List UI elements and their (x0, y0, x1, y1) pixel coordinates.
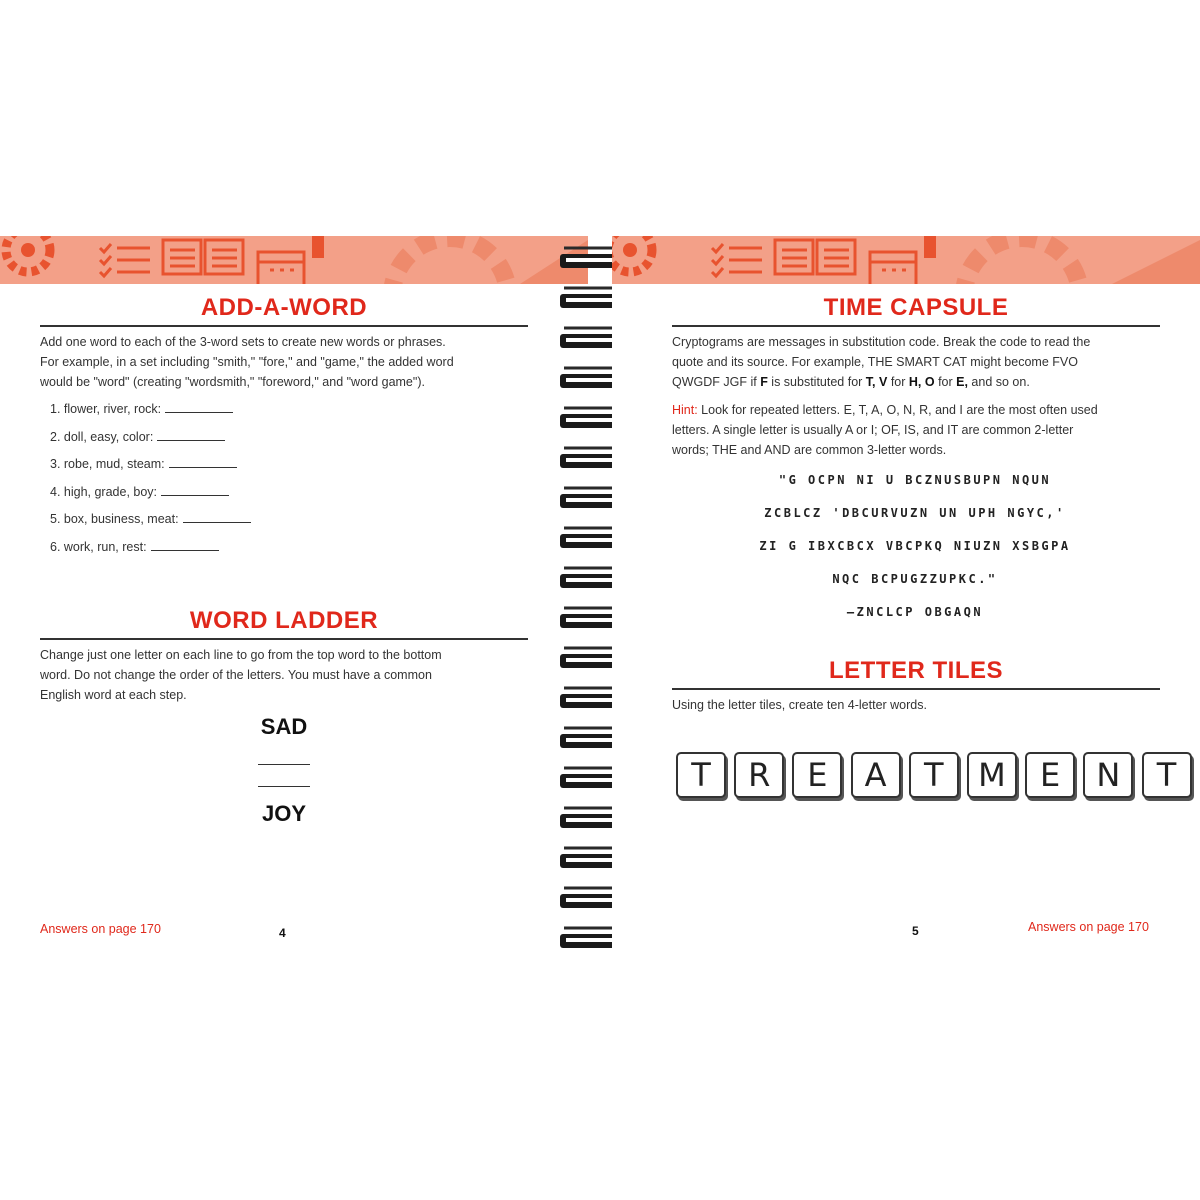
letter-tiles-row (676, 752, 1200, 798)
ladder-bottom-word: JOY (261, 801, 307, 826)
letter-tiles-instructions: Using the letter tiles, create ten 4-letter words. (672, 698, 927, 712)
text-span: for (934, 375, 957, 389)
add-a-word-list (50, 396, 251, 561)
instruction-line: letters. A single letter is usually A or I; OF, IS, and IT are common 2-letter (672, 423, 1074, 437)
letter-tiles-title: LETTER TILES (829, 657, 1003, 684)
instruction-line: would be "word" (creating "wordsmith," "foreword," and "word game"). (40, 375, 425, 389)
letter-tile: T (1142, 752, 1192, 798)
section-divider (672, 325, 1160, 327)
text-span: and so on. (967, 375, 1030, 389)
banner-decoration (0, 236, 588, 284)
letter-tile: R (734, 752, 784, 798)
instruction-line: English word at each step. (40, 688, 187, 702)
list-item (50, 396, 251, 424)
bold-letter: F (760, 375, 768, 389)
bold-letter: E, (956, 375, 968, 389)
text-span: QWGDF JGF if (672, 375, 761, 389)
instruction-line: For example, in a set including "smith," "fore," and "game," the added word (40, 355, 454, 369)
item-text: 5. box, business, meat: (50, 512, 179, 526)
letter-tile: T (676, 752, 726, 798)
banner-decoration (612, 236, 1200, 284)
cipher-line: ZI G IBXCBCX VBCPKQ NIUZN XSBGPA (759, 539, 1071, 553)
cipher-source-line: —ZNCLCP OBGAQN (846, 605, 984, 619)
page-number: 5 (912, 924, 919, 938)
ladder-blank (258, 764, 310, 765)
cipher-line: NQC BCPUGZZUPKC." (832, 572, 998, 586)
word-ladder-instructions (40, 645, 540, 705)
instruction-line (672, 400, 1192, 420)
item-text: 2. doll, easy, color: (50, 429, 154, 444)
text-span: is substituted for (767, 375, 866, 389)
instruction-line: quote and its source. For example, THE SMART CAT might become FVO (672, 355, 1078, 369)
letter-tile: M (967, 752, 1017, 798)
bold-letter: T, V (865, 375, 888, 389)
answer-blank (157, 428, 225, 441)
section-divider (40, 638, 528, 640)
bold-letter: H, O (908, 375, 935, 389)
add-a-word-title: ADD-A-WORD (200, 294, 368, 321)
text-span: for (887, 375, 909, 389)
answer-blank (165, 400, 233, 413)
letter-tile: N (1083, 752, 1133, 798)
text-span: Look for repeated letters. E, T, A, O, N, R, and I are the most often used (697, 403, 1098, 417)
cipher-line: ZCBLCZ 'DBCURVUZN UN UPH NGYC,' (764, 506, 1066, 520)
letter-tile: T (909, 752, 959, 798)
instruction-line: Cryptograms are messages in substitution code. Break the code to read the (672, 335, 1091, 349)
letter-tile: E (1025, 752, 1075, 798)
checklist-icon (712, 244, 762, 276)
add-a-word-instructions (40, 332, 540, 392)
section-divider (672, 688, 1160, 690)
section-divider (40, 325, 528, 327)
time-capsule-instructions (672, 332, 1192, 392)
item-text: 4. high, grade, boy: (50, 484, 158, 499)
cipher-line: "G OCPN NI U BCZNUSBUPN NQUN (778, 473, 1052, 487)
item-text: 1. flower, river, rock: (50, 402, 162, 416)
time-capsule-title: TIME CAPSULE (823, 294, 1009, 321)
rocket-icon (312, 236, 324, 258)
rocket-icon (924, 236, 936, 258)
list-item (50, 506, 251, 534)
instruction-line: Add one word to each of the 3-word sets to create new words or phrases. (40, 335, 446, 349)
page-number: 4 (279, 926, 286, 940)
list-item (50, 479, 251, 507)
hint-text (672, 400, 1192, 460)
list-item (50, 534, 251, 562)
list-item (50, 424, 251, 452)
header-banner (612, 236, 1200, 284)
answer-blank (183, 510, 251, 523)
item-text: 3. robe, mud, steam: (50, 457, 165, 471)
answers-reference: Answers on page 170 (1028, 920, 1149, 934)
header-banner (0, 236, 588, 284)
letter-tile: A (851, 752, 901, 798)
answer-blank (169, 455, 237, 468)
instruction-line: words; THE and AND are common 3-letter words. (672, 443, 947, 457)
word-ladder-title: WORD LADDER (189, 607, 379, 634)
hint-label: Hint: (672, 403, 698, 417)
instruction-line (672, 372, 1192, 392)
item-text: 6. work, run, rest: (50, 539, 147, 554)
right-page (612, 236, 1200, 956)
answer-blank (161, 483, 229, 496)
list-item (50, 451, 251, 479)
answers-reference: Answers on page 170 (40, 922, 161, 936)
ladder-blank (258, 786, 310, 787)
answer-blank (151, 538, 219, 551)
instruction-line: Change just one letter on each line to go from the top word to the bottom (40, 648, 442, 662)
checklist-icon (100, 244, 150, 276)
left-page (0, 236, 588, 956)
instruction-line: word. Do not change the order of the letters. You must have a common (40, 668, 432, 682)
ladder-top-word: SAD (260, 714, 308, 739)
letter-tile: E (792, 752, 842, 798)
